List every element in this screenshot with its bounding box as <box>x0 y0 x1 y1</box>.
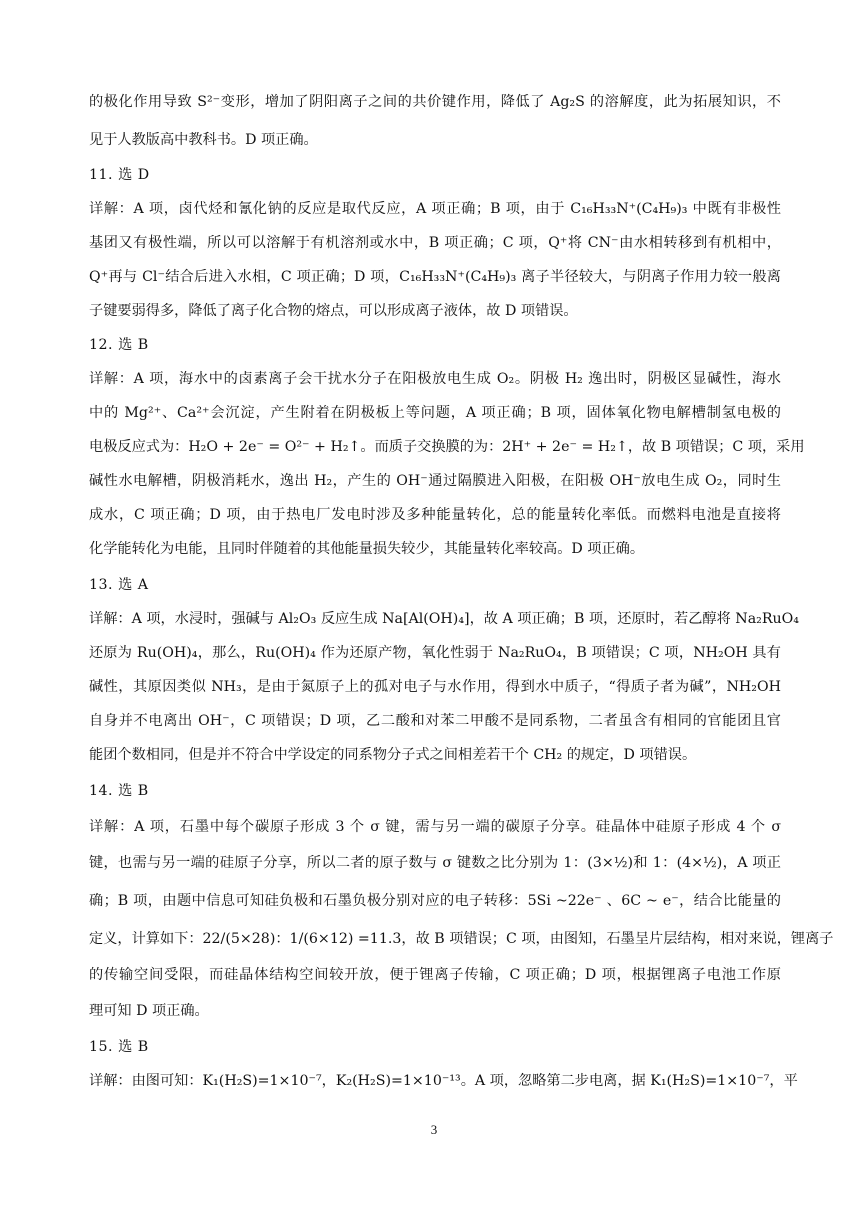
text-line: 化学能转化为电能，且同时伴随着的其他能量损失较少，其能量转化率较高。D 项正确。 <box>89 541 645 557</box>
text-line: 详解：A 项，卤代烃和氰化钠的反应是取代反应，A 项正确；B 项，由于 C₁₆H₃₃N⁺(C₄H₉)₃ 中既有非极性 <box>89 201 781 217</box>
text-line: 的极化作用导致 S²⁻变形，增加了阴阳离子之间的共价键作用，降低了 Ag₂S 的溶解度，此为拓展知识，不 <box>89 94 781 110</box>
question-heading: 13. 选 A <box>89 577 149 593</box>
text-line: 定义，计算如下：22/(5×28)：1/(6×12) =11.3，故 B 项错误；C 项，由图知，石墨呈片层结构，相对来说，锂离子 <box>89 931 834 947</box>
page-number: 3 <box>430 1122 438 1137</box>
text-line: 键，也需与另一端的硅原子分享，所以二者的原子数与 σ 键数之比分别为 1：(3×½)和 1：(4×½)，A 项正 <box>89 855 781 871</box>
text-line: 电极反应式为：H₂O + 2e⁻ = O²⁻ + H₂↑。而质子交换膜的为：2H⁺ + 2e⁻ = H₂↑，故 B 项错误；C 项，采用 <box>89 439 805 455</box>
question-heading: 14. 选 B <box>89 783 149 799</box>
text-line: 详解：A 项，海水中的卤素离子会干扰水分子在阳极放电生成 O₂。阴极 H₂ 逸出时，阴极区显碱性，海水 <box>89 371 781 387</box>
question-heading: 15. 选 B <box>89 1039 149 1055</box>
text-line: 见于人教版高中教科书。D 项正确。 <box>89 132 318 148</box>
text-line: 的传输空间受限，而硅晶体结构空间较开放，便于锂离子传输，C 项正确；D 项，根据锂离子电池工作原 <box>89 967 781 983</box>
text-line: 碱性水电解槽，阴极消耗水，逸出 H₂，产生的 OH⁻通过隔膜进入阳极，在阳极 OH⁻放电生成 O₂，同时生 <box>89 473 781 489</box>
text-line: 还原为 Ru(OH)₄，那么，Ru(OH)₄ 作为还原产物，氧化性弱于 Na₂RuO₄，B 项错误；C 项，NH₂OH 具有 <box>89 645 781 661</box>
text-line: 确；B 项，由题中信息可知硅负极和石墨负极分别对应的电子转移：5Si ~22e⁻ 、6C ~ e⁻，结合比能量的 <box>89 893 781 909</box>
text-line: 详解：A 项，石墨中每个碳原子形成 3 个 σ 键，需与另一端的碳原子分享。硅晶体中硅原子形成 4 个 σ <box>89 819 781 835</box>
text-line: 碱性，其原因类似 NH₃，是由于氮原子上的孤对电子与水作用，得到水中质子，“得质子者为碱”，NH₂OH <box>89 679 781 695</box>
text-line: 理可知 D 项正确。 <box>89 1003 209 1019</box>
question-heading: 11. 选 D <box>89 167 150 183</box>
text-line: 详解：A 项，水浸时，强碱与 Al₂O₃ 反应生成 Na[Al(OH)₄]，故 A 项正确；B 项，还原时，若乙醇将 Na₂RuO₄ <box>89 611 799 627</box>
text-line: Q⁺再与 Cl⁻结合后进入水相，C 项正确；D 项，C₁₆H₃₃N⁺(C₄H₉)₃ 离子半径较大，与阴离子作用力较一般离 <box>89 269 781 285</box>
text-line: 自身并不电离出 OH⁻，C 项错误；D 项，乙二酸和对苯二甲酸不是同系物，二者虽含有相同的官能团且官 <box>89 713 781 729</box>
text-line: 成水，C 项正确；D 项，由于热电厂发电时涉及多种能量转化，总的能量转化率低。而燃料电池是直接将 <box>89 507 781 523</box>
question-heading: 12. 选 B <box>89 337 149 353</box>
text-line: 能团个数相同，但是并不符合中学设定的同系物分子式之间相差若干个 CH₂ 的规定，D 项错误。 <box>89 747 697 763</box>
text-line: 中的 Mg²⁺、Ca²⁺会沉淀，产生附着在阴极板上等问题，A 项正确；B 项，固体氧化物电解槽制氢电极的 <box>89 405 781 421</box>
text-line: 基团又有极性端，所以可以溶解于有机溶剂或水中，B 项正确；C 项，Q⁺将 CN⁻由水相转移到有机相中， <box>89 235 781 251</box>
text-line: 详解：由图可知：K₁(H₂S)=1×10⁻⁷，K₂(H₂S)=1×10⁻¹³。A 项，忽略第二步电离，据 K₁(H₂S)=1×10⁻⁷，平 <box>89 1073 798 1089</box>
text-line: 子键要弱得多，降低了离子化合物的熔点，可以形成离子液体，故 D 项错误。 <box>89 303 578 319</box>
